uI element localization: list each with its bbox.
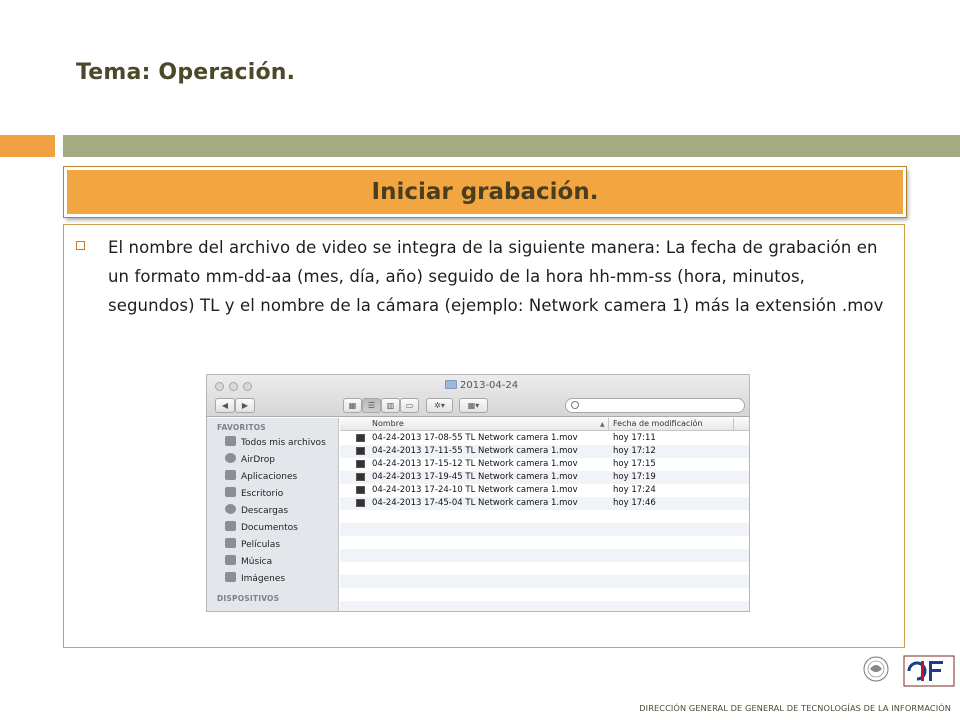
empty-row <box>340 575 750 588</box>
forward-icon[interactable]: ▶ <box>235 398 255 413</box>
movie-file-icon <box>356 473 365 481</box>
sidebar-item-movies[interactable] <box>225 538 280 554</box>
sidebar-item-label: Documentos <box>241 523 298 533</box>
sidebar-item-label: AirDrop <box>241 455 276 465</box>
file-modified: hoy 17:24 <box>613 485 656 495</box>
finder-window-title-text: 2013-04-24 <box>460 380 519 391</box>
movies-icon <box>225 538 236 548</box>
search-input[interactable] <box>565 398 745 413</box>
accent-bar-orange <box>0 135 55 157</box>
back-icon[interactable]: ◀ <box>215 398 235 413</box>
file-row[interactable] <box>340 471 750 484</box>
sidebar-header-favorites: FAVORITOS <box>217 423 266 432</box>
footer-department: DIRECCIÓN GENERAL DE GENERAL DE TECNOLOGÍAS DE LA INFORMACIÓN <box>639 703 951 713</box>
arrange-icon[interactable]: ▦▾ <box>459 398 488 413</box>
file-name: 04-24-2013 17-24-10 TL Network camera 1.mov <box>372 485 578 495</box>
empty-row <box>340 588 750 601</box>
file-row[interactable] <box>340 432 750 445</box>
section-heading: Iniciar grabación. <box>371 179 599 205</box>
empty-row <box>340 510 750 523</box>
sidebar-item-label: Aplicaciones <box>241 472 298 482</box>
file-list-header <box>340 418 750 431</box>
column-divider[interactable] <box>608 418 609 431</box>
column-divider[interactable] <box>733 418 734 431</box>
sidebar-item-downloads[interactable] <box>225 504 288 520</box>
airdrop-icon <box>225 453 236 463</box>
folder-icon <box>445 380 457 389</box>
applications-icon <box>225 470 236 480</box>
file-modified: hoy 17:11 <box>613 433 656 443</box>
file-modified: hoy 17:46 <box>613 498 656 508</box>
empty-row <box>340 601 750 612</box>
finder-window-title <box>445 380 518 391</box>
file-row[interactable] <box>340 484 750 497</box>
list-view-icon[interactable]: ☰ <box>362 398 381 413</box>
file-name: 04-24-2013 17-45-04 TL Network camera 1.mov <box>372 498 578 508</box>
pictures-icon <box>225 572 236 582</box>
minimize-window-icon[interactable] <box>229 382 238 391</box>
file-modified: hoy 17:15 <box>613 459 656 469</box>
sidebar-item-label: Escritorio <box>241 489 284 499</box>
bullet-text: El nombre del archivo de video se integra de la siguiente manera: La fecha de grabación en un formato mm-dd-aa (mes, día, año) seguido de la hora hh-mm-ss (hora, minutos, segundos) TL y el nombre de la cámara (ejemplo: Network camera 1) más la extensión .mov <box>108 238 884 315</box>
movie-file-icon <box>356 460 365 468</box>
movie-file-icon <box>356 499 365 507</box>
icon-view-icon[interactable]: ▦ <box>343 398 362 413</box>
file-list <box>340 418 750 612</box>
file-row[interactable] <box>340 445 750 458</box>
sidebar-item-label: Descargas <box>241 506 289 516</box>
zoom-window-icon[interactable] <box>243 382 252 391</box>
file-name: 04-24-2013 17-11-55 TL Network camera 1.mov <box>372 446 578 456</box>
documents-icon <box>225 521 236 531</box>
bullet-item <box>76 233 896 320</box>
empty-row <box>340 562 750 575</box>
file-modified: hoy 17:19 <box>613 472 656 482</box>
coverflow-view-icon[interactable]: ▭ <box>400 398 419 413</box>
sidebar-item-label: Películas <box>241 540 281 550</box>
all-files-icon <box>225 436 236 446</box>
column-view-icon[interactable]: ▥ <box>381 398 400 413</box>
empty-row <box>340 536 750 549</box>
square-bullet-icon <box>76 241 85 250</box>
sidebar-item-label: Imágenes <box>241 574 286 584</box>
sidebar-item-documents[interactable] <box>225 521 298 537</box>
accent-bar-olive <box>63 135 960 157</box>
section-heading-banner <box>64 167 906 217</box>
action-gear-icon[interactable]: ✲▾ <box>426 398 453 413</box>
music-icon <box>225 555 236 565</box>
finder-window <box>206 374 750 612</box>
sidebar-item-all-files[interactable] <box>225 436 326 452</box>
column-header-modified[interactable]: Fecha de modificación <box>613 419 703 428</box>
column-header-name[interactable]: Nombre <box>372 419 404 428</box>
sidebar-item-music[interactable] <box>225 555 272 571</box>
sidebar-item-applications[interactable] <box>225 470 297 486</box>
file-name: 04-24-2013 17-08-55 TL Network camera 1.mov <box>372 433 578 443</box>
sidebar-header-devices: DISPOSITIVOS <box>217 594 280 603</box>
sidebar-item-label: Todos mis archivos <box>241 438 326 448</box>
sidebar-item-desktop[interactable] <box>225 487 283 503</box>
sort-ascending-icon: ▲ <box>600 421 605 428</box>
slide-title: Tema: Operación. <box>76 60 296 85</box>
poder-judicial-seal-icon <box>858 655 894 699</box>
sidebar-item-label: Música <box>241 557 273 567</box>
file-row[interactable] <box>340 458 750 471</box>
downloads-icon <box>225 504 236 514</box>
movie-file-icon <box>356 434 365 442</box>
sidebar-item-pictures[interactable] <box>225 572 285 588</box>
search-icon <box>571 401 579 409</box>
finder-sidebar <box>207 418 339 612</box>
file-name: 04-24-2013 17-19-45 TL Network camera 1.mov <box>372 472 578 482</box>
cjf-logo-icon <box>903 655 955 687</box>
close-window-icon[interactable] <box>215 382 224 391</box>
empty-row <box>340 549 750 562</box>
finder-titlebar <box>207 375 749 417</box>
desktop-icon <box>225 487 236 497</box>
empty-row <box>340 523 750 536</box>
sidebar-item-airdrop[interactable] <box>225 453 275 469</box>
movie-file-icon <box>356 486 365 494</box>
movie-file-icon <box>356 447 365 455</box>
file-row[interactable] <box>340 497 750 510</box>
file-name: 04-24-2013 17-15-12 TL Network camera 1.mov <box>372 459 578 469</box>
file-modified: hoy 17:12 <box>613 446 656 456</box>
